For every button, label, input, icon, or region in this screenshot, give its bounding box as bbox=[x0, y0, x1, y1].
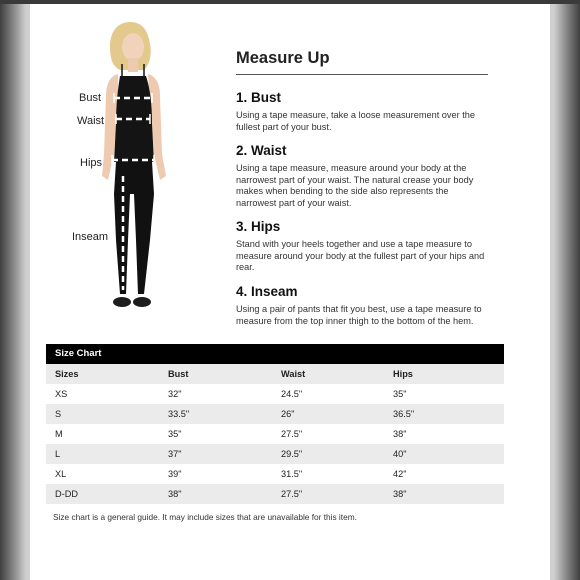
column-header: Bust bbox=[168, 369, 189, 379]
step-waist bbox=[236, 143, 488, 209]
hips-label: Hips bbox=[80, 157, 103, 169]
table-cell: 32" bbox=[168, 389, 182, 399]
measure-up-section bbox=[236, 48, 488, 326]
face-shape bbox=[122, 33, 144, 61]
inseam-label: Inseam bbox=[72, 231, 109, 243]
leggings-shape bbox=[114, 162, 154, 294]
table-cell: 27.5" bbox=[281, 489, 303, 499]
table-row bbox=[46, 484, 504, 504]
table-cell: 38" bbox=[393, 489, 407, 499]
column-header: Waist bbox=[281, 369, 306, 379]
table-row bbox=[46, 424, 504, 444]
table-cell: S bbox=[55, 409, 62, 419]
arms-shape bbox=[102, 74, 118, 180]
table-cell: 29.5" bbox=[281, 449, 303, 459]
table-cell: 37" bbox=[168, 449, 182, 459]
column-header: Sizes bbox=[55, 369, 79, 379]
neck-shape bbox=[128, 58, 138, 72]
table-cell: 35" bbox=[168, 429, 182, 439]
size-chart-note: Size chart is a general guide. It may include sizes that are unavailable for this item. bbox=[53, 512, 357, 522]
size-chart-table bbox=[46, 344, 504, 504]
table-cell: 24.5" bbox=[281, 389, 303, 399]
table-cell: 38" bbox=[393, 429, 407, 439]
measure-title: Measure Up bbox=[236, 49, 330, 67]
table-cell: 26" bbox=[281, 409, 295, 419]
waist-label: Waist bbox=[77, 115, 105, 127]
step-hips bbox=[236, 219, 488, 274]
step-title: 3. Hips bbox=[236, 219, 281, 234]
table-cell: 33.5" bbox=[168, 409, 190, 419]
step-title: 1. Bust bbox=[236, 90, 282, 105]
table-cell: 40" bbox=[393, 449, 407, 459]
table-cell: 35" bbox=[393, 389, 407, 399]
shoe-left bbox=[113, 297, 131, 307]
table-cell: XL bbox=[55, 469, 67, 479]
step-title: 2. Waist bbox=[236, 143, 287, 158]
table-row bbox=[46, 444, 504, 464]
table-cell: 39" bbox=[168, 469, 182, 479]
size-chart-title: Size Chart bbox=[46, 344, 504, 364]
step-text: Using a pair of pants that fit you best, use a tape measure to measure from the top inner thigh to the bottom of the hem. bbox=[236, 304, 482, 326]
table-row bbox=[46, 384, 504, 404]
step-bust bbox=[236, 90, 488, 133]
shoe-right bbox=[133, 297, 151, 307]
step-title: 4. Inseam bbox=[236, 284, 298, 299]
table-cell: 36.5" bbox=[393, 409, 415, 419]
step-inseam bbox=[236, 284, 488, 327]
model-figure bbox=[30, 4, 230, 334]
table-cell: D-DD bbox=[55, 489, 78, 499]
table-row bbox=[46, 464, 504, 484]
step-text: Using a tape measure, take a loose measurement over the fullest part of your bust. bbox=[236, 110, 476, 132]
table-cell: XS bbox=[55, 389, 68, 399]
step-text: Using a tape measure, measure around your body at the narrowest part of your waist. The natural crease your body makes when bending to the side also represents the narrowest part of your waist. bbox=[236, 163, 474, 208]
table-cell: 38" bbox=[168, 489, 182, 499]
title-divider bbox=[236, 74, 488, 75]
bust-label: Bust bbox=[79, 92, 102, 104]
table-cell: 31.5" bbox=[281, 469, 303, 479]
model-illustration bbox=[30, 4, 230, 334]
table-cell: M bbox=[55, 429, 63, 439]
table-cell: L bbox=[55, 449, 61, 459]
table-cell: 42" bbox=[393, 469, 407, 479]
table-cell: 27.5" bbox=[281, 429, 303, 439]
table-row bbox=[46, 404, 504, 424]
table-header-row bbox=[46, 364, 504, 384]
step-text: Stand with your heels together and use a tape measure to measure around your body at the fullest part of your hips and rear. bbox=[236, 239, 485, 273]
size-guide-sheet bbox=[30, 4, 550, 580]
column-header: Hips bbox=[393, 369, 413, 379]
